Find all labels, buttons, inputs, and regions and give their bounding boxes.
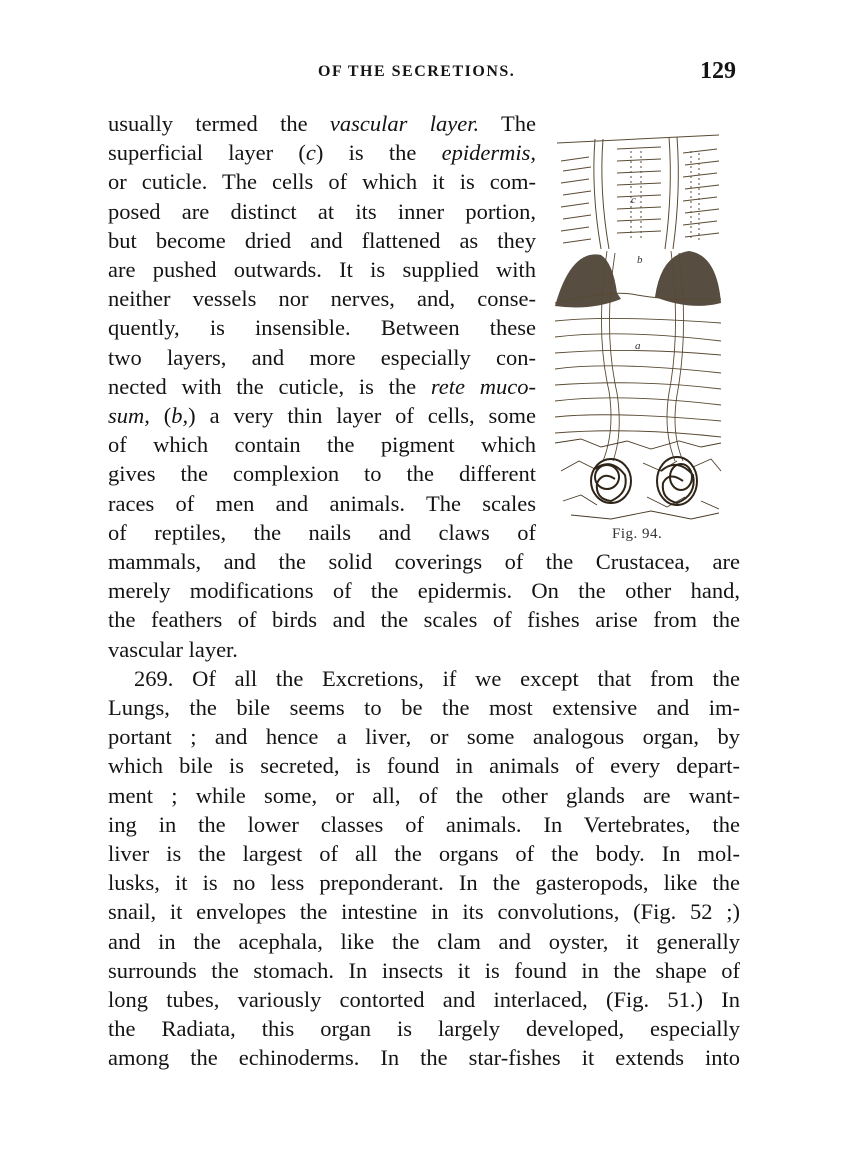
- text-line: [108, 693, 740, 723]
- text-run: quently, is insensible. Between these: [108, 315, 536, 341]
- text-run: of which contain the pigment which: [108, 432, 536, 458]
- text-line: [108, 313, 536, 343]
- text-run: two layers, and more especially con-: [108, 344, 536, 370]
- text-line: [108, 109, 536, 139]
- text-run: and in the acephala, like the clam and oyster, it generally: [108, 928, 740, 954]
- sweat-gland-coils: [591, 457, 697, 505]
- text-line: [108, 576, 740, 606]
- italic-text-run: c: [305, 140, 316, 166]
- italic-text-run: b,: [171, 403, 189, 428]
- text-line: [108, 430, 536, 460]
- text-line: [108, 635, 740, 665]
- text-line: [108, 372, 536, 402]
- text-run: gives the complexion to the different: [108, 461, 536, 487]
- text-run: ing in the lower classes of animals. In Vertebrates, the: [108, 811, 740, 837]
- text-line: [108, 664, 740, 694]
- text-line: [108, 459, 536, 489]
- svg-text:a: a: [635, 340, 641, 352]
- text-run: ) a very thin layer of cells, some: [188, 403, 536, 428]
- text-line: [108, 927, 740, 957]
- text-run: or cuticle. The cells of which it is com-: [108, 169, 536, 195]
- text-line: [108, 868, 740, 898]
- text-run: ) is the: [315, 140, 442, 166]
- text-run: long tubes, variously contorted and interlaced, (Fig. 51.) In: [108, 987, 740, 1012]
- text-run: surrounds the stomach. In insects it is found in the shape of: [108, 957, 740, 983]
- text-run: lusks, it is no less preponderant. In the gasteropods, like the: [108, 870, 740, 896]
- text-run: usually termed the: [108, 111, 330, 136]
- text-line: [108, 255, 536, 285]
- page-number: 129: [700, 58, 736, 84]
- text-run: but become dried and flattened as they: [108, 227, 536, 253]
- text-run: Lungs, the bile seems to be the most extensive and im-: [108, 695, 740, 720]
- text-run: nected with the cuticle, is the: [108, 373, 431, 399]
- italic-text-run: epidermis,: [441, 140, 536, 166]
- text-line: [108, 605, 740, 635]
- text-line: [108, 1043, 740, 1073]
- text-run: posed are distinct at its inner portion,: [108, 198, 536, 224]
- text-run: snail, it envelopes the intestine in its convolutions, (Fig. 52 ;): [108, 899, 740, 925]
- text-line: [108, 197, 536, 227]
- text-line: [108, 839, 740, 869]
- epidermis-layer: [557, 135, 719, 249]
- text-line: [108, 956, 740, 986]
- text-run: neither vessels nor nerves, and, conse-: [108, 286, 536, 312]
- text-run: races of men and animals. The scales: [108, 490, 536, 516]
- figure-caption: Fig. 94.: [612, 526, 663, 542]
- text-line: [108, 518, 536, 548]
- text-run: merely modifications of the epidermis. On the other hand,: [108, 578, 740, 604]
- svg-text:c: c: [631, 194, 636, 206]
- text-line: [108, 226, 536, 256]
- text-run: the Radiata, this organ is largely developed, especially: [108, 1016, 740, 1042]
- text-line: [108, 343, 536, 373]
- italic-text-run: vascular layer.: [329, 111, 480, 136]
- text-run: portant ; and hence a liver, or some analogous organ, by: [108, 724, 740, 750]
- text-line: [108, 1014, 740, 1044]
- text-line: [108, 985, 740, 1015]
- text-run: 269. Of all the Excretions, if we except that from the: [134, 665, 740, 691]
- text-run: superficial layer (: [108, 140, 306, 166]
- text-line: [108, 284, 536, 314]
- text-run: vascular layer.: [108, 636, 238, 662]
- text-line: [108, 810, 740, 840]
- italic-text-run: sum,: [108, 403, 150, 428]
- text-line: [108, 547, 740, 577]
- text-line: [108, 781, 740, 811]
- text-line: [108, 489, 536, 519]
- italic-text-run: rete muco-: [430, 373, 536, 399]
- text-line: [108, 167, 536, 197]
- text-line: [108, 138, 536, 168]
- text-run: among the echinoderms. In the star-fishes it extends into: [108, 1045, 740, 1071]
- text-run: The: [479, 111, 536, 136]
- text-run: the feathers of birds and the scales of fishes arise from the: [108, 607, 740, 633]
- text-run: liver is the largest of all the organs of the body. In mol-: [108, 841, 740, 866]
- svg-text:b: b: [637, 254, 643, 266]
- text-run: which bile is secreted, is found in animals of every depart-: [108, 753, 740, 779]
- skin-section-figure: [551, 131, 725, 525]
- text-line: [108, 722, 740, 752]
- text-run: mammals, and the solid coverings of the Crustacea, are: [108, 549, 740, 574]
- text-run: are pushed outwards. It is supplied with: [108, 257, 536, 282]
- text-run: of reptiles, the nails and claws of: [108, 519, 536, 545]
- text-line: [108, 401, 536, 431]
- running-head: OF THE SECRETIONS.: [318, 63, 516, 80]
- text-run: ment ; while some, or all, of the other glands are want-: [108, 782, 740, 808]
- text-line: [108, 897, 740, 927]
- text-line: [108, 751, 740, 781]
- text-run: (: [149, 403, 172, 428]
